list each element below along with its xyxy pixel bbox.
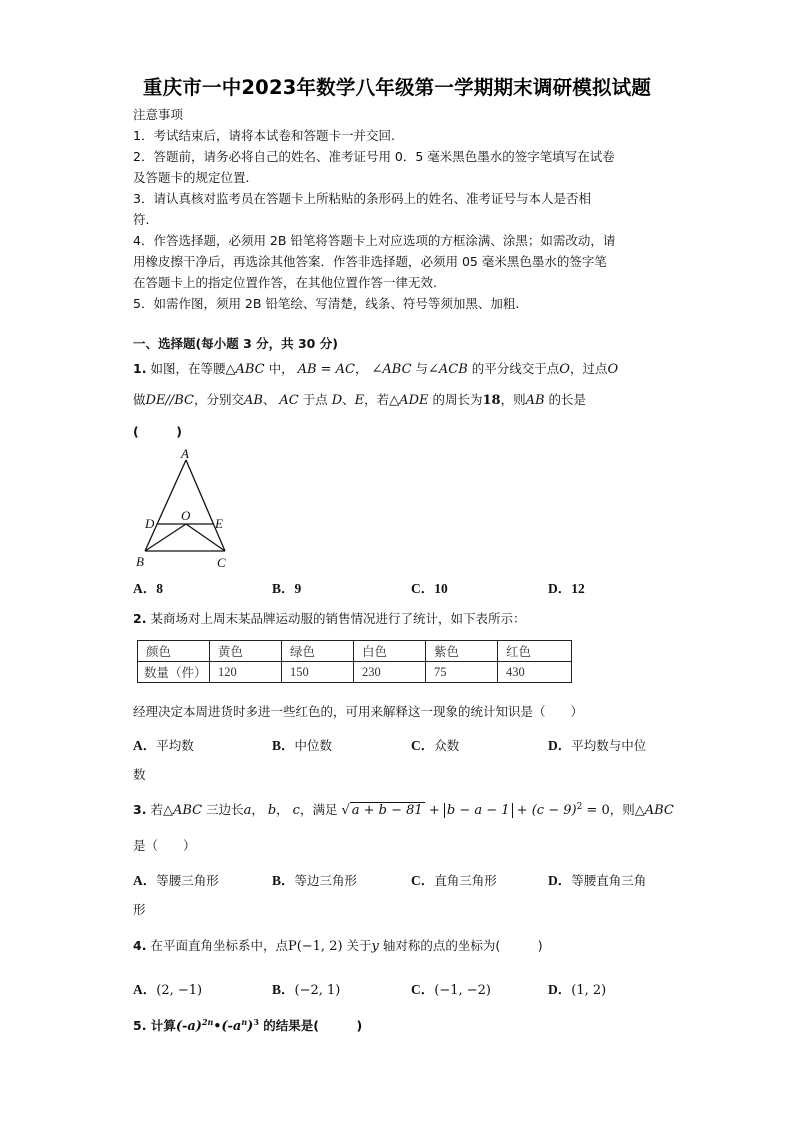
notes-heading: 注意事项 — [133, 107, 184, 122]
question-1-line-1: 1. 如图，在等腰△ABC 中， AB = AC， ∠ABC 与∠ACB 的平分线交于点O，过点O — [133, 361, 619, 377]
note-item-4-cont2: 在答题卡上的指定位置作答，在其他位置作答一律无效. — [133, 275, 437, 290]
question-2-followup: 经理决定本周进货时多进一些红色的，可用来解释这一现象的统计知识是（ ） — [133, 704, 584, 719]
q2-option-a[interactable]: A．平均数 — [133, 738, 194, 753]
note-item-5: 5．如需作图，须用 2B 铅笔绘、写清楚，线条、符号等须加黑、加粗. — [133, 296, 520, 311]
question-number: 1. — [133, 361, 147, 376]
table-cell: 150 — [282, 662, 354, 683]
table-cell: 数量（件） — [138, 662, 210, 683]
note-item-4: 4．作答选择题，必须用 2B 铅笔将答题卡上对应选项的方框涂满、涂黑；如需改动，请 — [133, 233, 616, 248]
q3-option-d-wrap: 形 — [133, 902, 146, 917]
question-3-line-1: 3. 若△ABC 三边长a， b， c，满足 √ $a + b - 81 + b - a - 1 + (c - 9)^2 = 0$，则△ABC — [133, 801, 674, 818]
question-2-text: 2. 某商场对上周末某品牌运动服的销售情况进行了统计，如下表所示： — [133, 611, 526, 626]
q2-option-d-wrap: 数 — [133, 767, 146, 782]
table-cell: 黄色 — [210, 641, 282, 662]
note-item-3-cont: 符. — [133, 212, 150, 227]
note-item-3: 3．请认真核对监考员在答题卡上所粘贴的条形码上的姓名、准考证号与本人是否相 — [133, 191, 591, 206]
q1-option-a[interactable]: A．8 — [133, 581, 163, 596]
q1-option-d[interactable]: D．12 — [548, 581, 585, 596]
note-item-2: 2．答题前，请务必将自己的姓名、准考证号用 0．5 毫米黑色墨水的签字笔填写在试卷 — [133, 149, 615, 164]
q4-option-c[interactable]: C．(−1, −2) — [411, 982, 491, 998]
page-title: 重庆市一中2023年数学八年级第一学期期末调研模拟试题 — [142, 76, 652, 99]
table-cell: 230 — [354, 662, 426, 683]
q3-option-b[interactable]: B．等边三角形 — [272, 873, 358, 888]
sales-table — [137, 640, 572, 683]
question-5-text: 5. 计算$(-a)^{2n}•(-a^n)^3$ 的结果是( ) — [133, 1016, 363, 1034]
q3-option-d[interactable]: D．等腰直角三角 — [548, 873, 647, 888]
note-item-2-cont: 及答题卡的规定位置. — [133, 170, 250, 185]
label-B: B — [136, 554, 144, 569]
q4-option-d[interactable]: D．(1, 2) — [548, 982, 607, 998]
note-item-1: 1．考试结束后，请将本试卷和答题卡一并交回. — [133, 128, 395, 143]
q4-option-a[interactable]: A．(2, −1) — [133, 982, 203, 998]
q2-option-c[interactable]: C．众数 — [411, 738, 460, 753]
table-cell: 紫色 — [426, 641, 498, 662]
q3-option-c[interactable]: C．直角三角形 — [411, 873, 497, 888]
table-cell: 430 — [498, 662, 572, 683]
table-cell: 颜色 — [138, 641, 210, 662]
question-1-line-2: 做DE//BC，分别交AB、 AC 于点 D、E，若△ADE 的周长为18，则AB 的长是 — [133, 392, 587, 408]
label-D: D — [145, 516, 155, 531]
sqrt-expression: √ a + b − 81 — [341, 803, 423, 818]
label-A: A — [181, 447, 189, 461]
label-E: E — [215, 516, 223, 531]
triangle-figure — [133, 447, 243, 576]
question-3-line-2: 是（ ） — [133, 838, 196, 853]
table-cell: 绿色 — [282, 641, 354, 662]
q3-option-a[interactable]: A．等腰三角形 — [133, 873, 219, 888]
section-heading: 一、选择题(每小题 3 分，共 30 分) — [133, 336, 338, 351]
table-cell: 120 — [210, 662, 282, 683]
q4-option-b[interactable]: B．(−2, 1) — [272, 982, 341, 998]
label-O: O — [181, 508, 191, 523]
q2-option-d[interactable]: D．平均数与中位 — [548, 738, 647, 753]
abs-expression: b − a − 1 — [444, 803, 513, 818]
table-cell: 红色 — [498, 641, 572, 662]
question-4-text: 4. 在平面直角坐标系中，点P(−1, 2) 关于y 轴对称的点的坐标为( ) — [133, 938, 543, 954]
triangle-diagram-icon — [133, 447, 243, 572]
table-row — [138, 662, 572, 683]
label-C: C — [217, 555, 226, 570]
table-cell: 75 — [426, 662, 498, 683]
table-cell: 白色 — [354, 641, 426, 662]
q2-option-b[interactable]: B．中位数 — [272, 738, 333, 753]
q1-option-c[interactable]: C．10 — [411, 581, 448, 596]
table-header-row — [138, 641, 572, 662]
note-item-4-cont: 用橡皮擦干净后，再选涂其他答案．作答非选择题，必须用 05 毫米黑色墨水的签字笔 — [133, 254, 607, 269]
question-1-answer-paren: ( ) — [133, 424, 182, 439]
q1-option-b[interactable]: B．9 — [272, 581, 302, 596]
